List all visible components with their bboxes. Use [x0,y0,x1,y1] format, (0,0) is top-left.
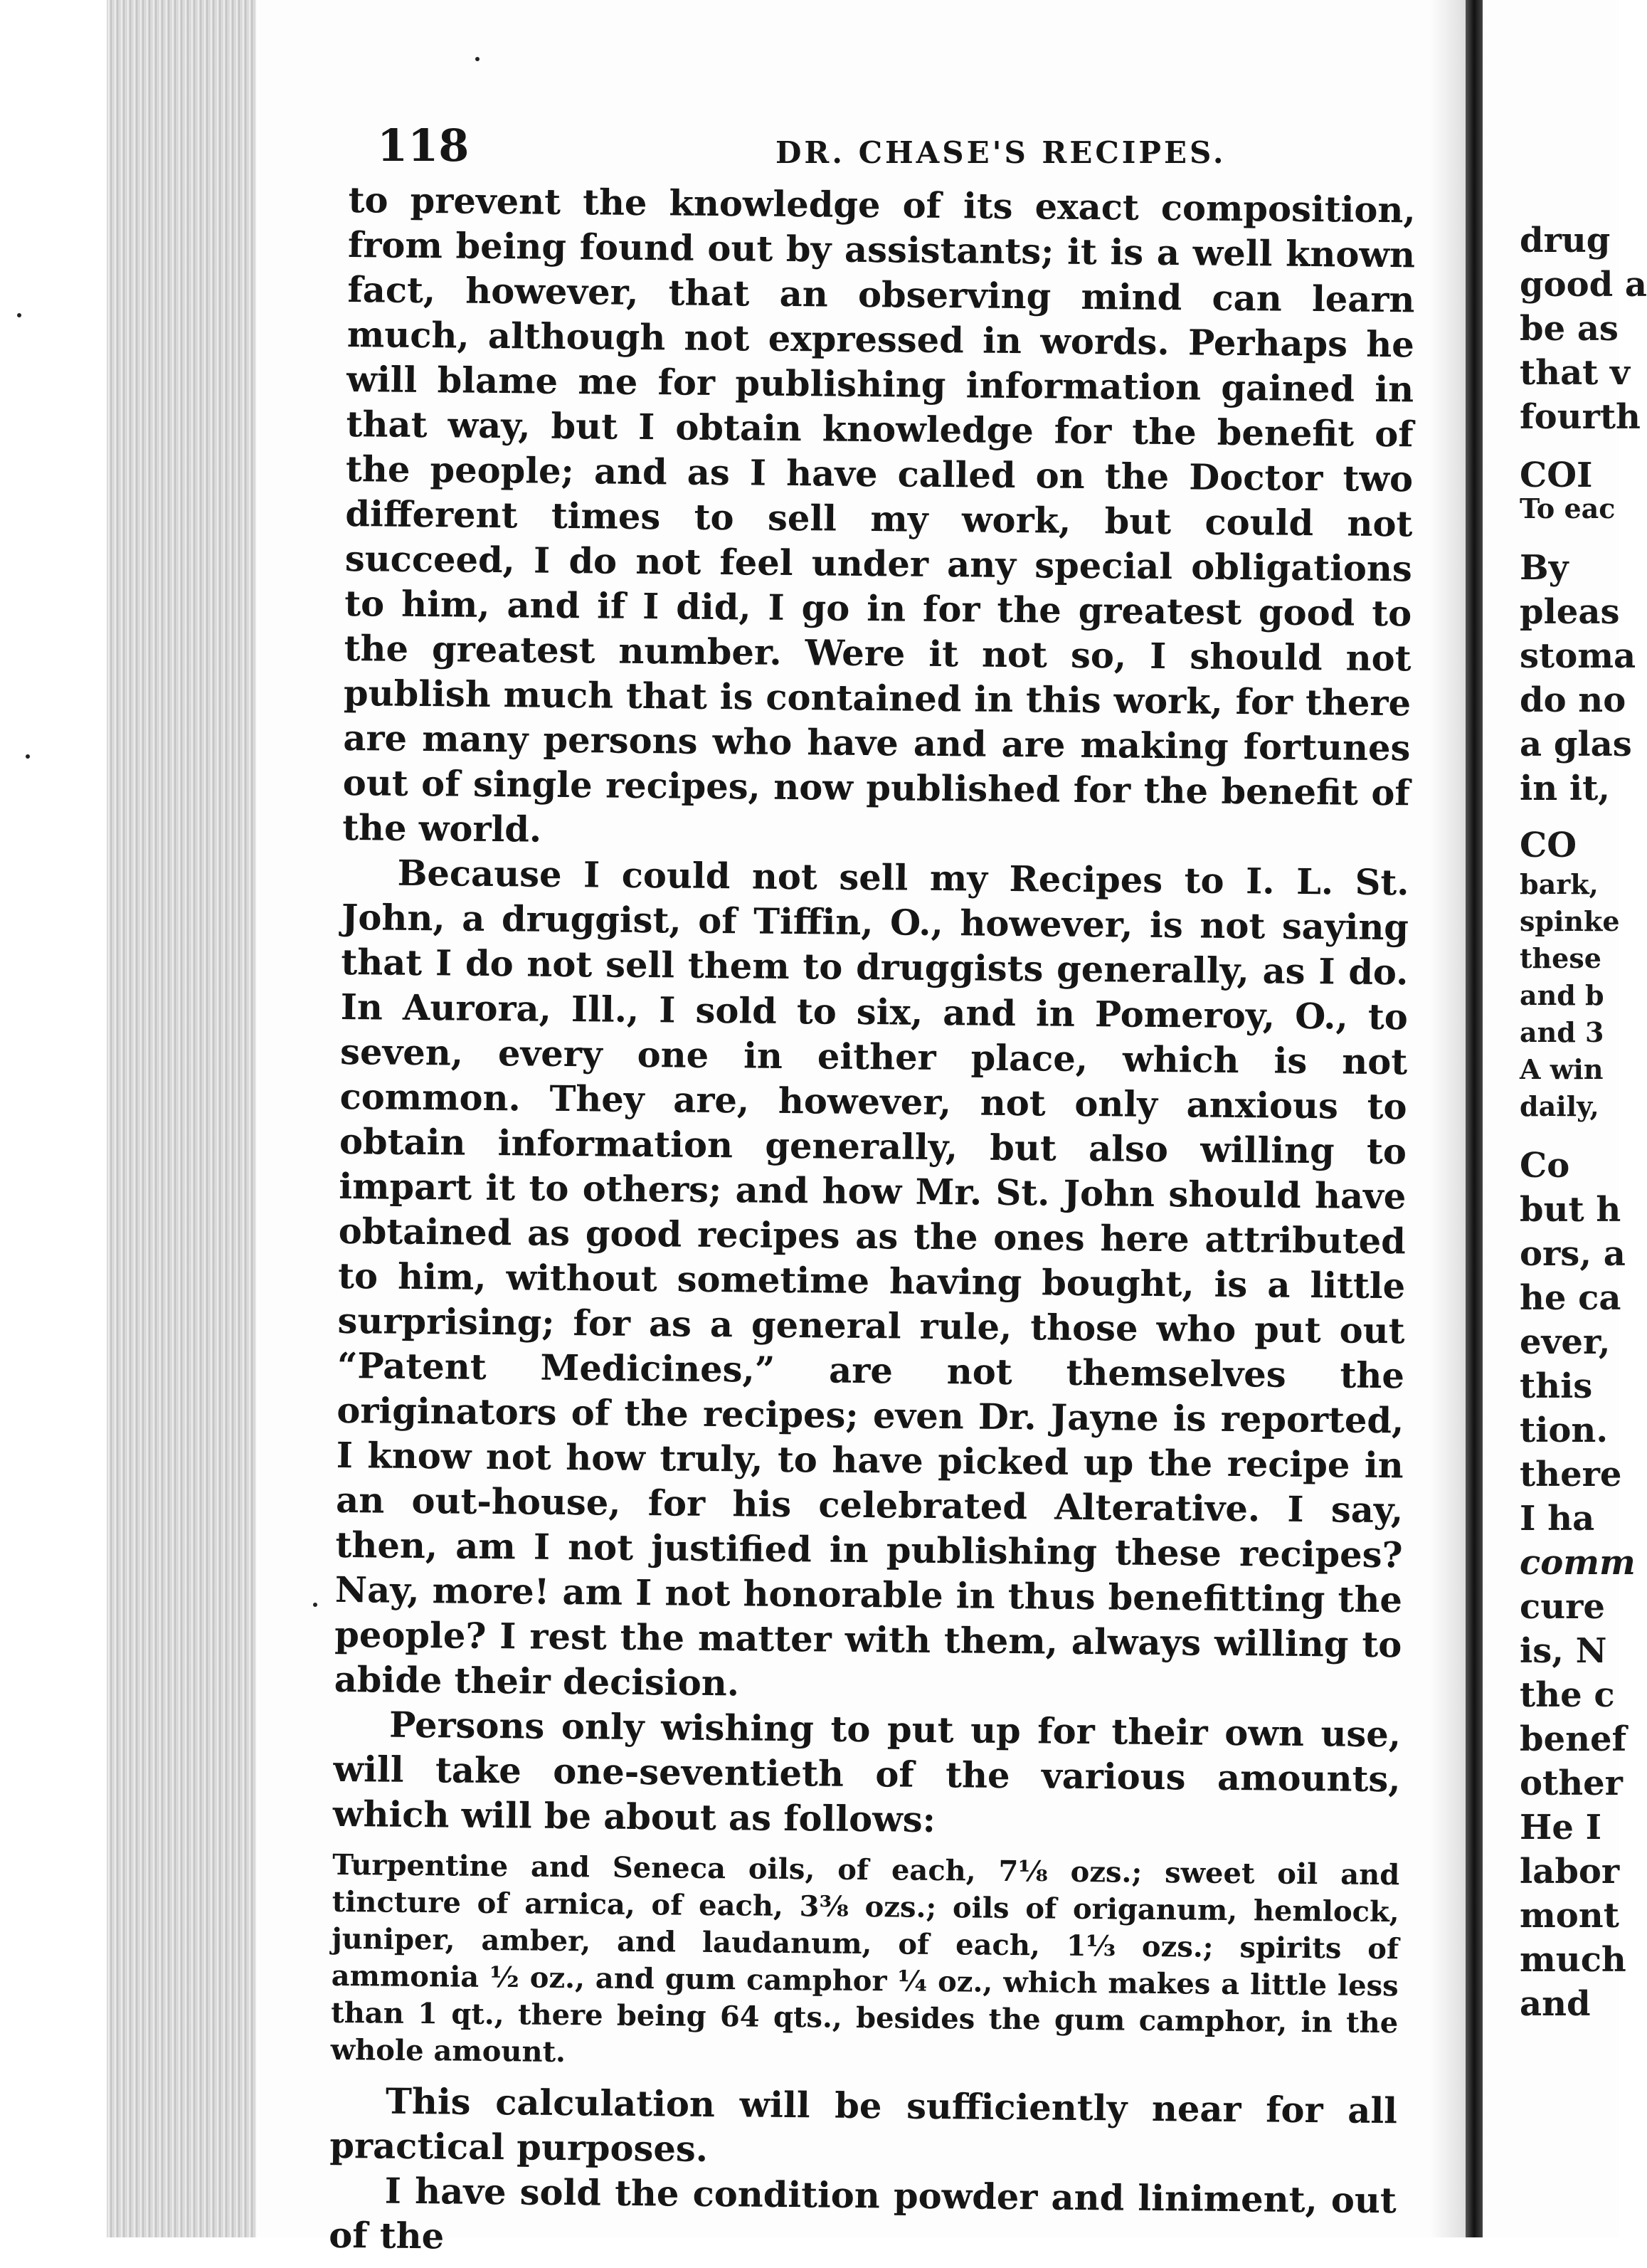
right-text-fragment: a glas [1520,724,1632,764]
right-text-fragment: there [1520,1455,1622,1494]
right-text-fragment: COI [1520,455,1593,495]
right-text-fragment: tion. [1520,1410,1609,1450]
right-text-fragment: these [1520,942,1601,974]
right-text-fragment: I ha [1520,1499,1595,1539]
right-text-fragment: be as [1520,309,1619,349]
paragraph: Persons only wishing to put up for their own use, will take one-seventieth of the various amounts, which will be about as follows: [332,1704,1402,1841]
right-text-fragment: that v [1520,353,1630,393]
right-text-fragment: in it, [1520,769,1610,808]
right-text-fragment: this [1520,1366,1593,1406]
right-text-fragment: the c [1520,1675,1615,1715]
right-text-fragment: labor [1520,1852,1620,1892]
right-text-fragment: By [1520,548,1569,588]
right-text-fragment: cure [1520,1587,1605,1627]
body-text [329,178,1416,2268]
right-text-fragment: To eac [1520,492,1616,524]
right-text-fragment: stoma [1520,636,1636,676]
right-text-fragment: fourth [1520,397,1641,437]
paragraph: I have sold the condition powder and liniment, out of the [328,2170,1397,2257]
right-text-fragment: drug [1520,221,1611,260]
right-text-fragment: spinke [1520,905,1620,937]
page-edges [107,0,256,2237]
right-text-fragment: daily, [1520,1090,1599,1122]
right-text-fragment: much [1520,1940,1626,1980]
running-head [377,107,1430,185]
right-text-fragment: He I [1520,1808,1602,1847]
left-margin [0,0,107,2237]
right-text-fragment: other [1520,1763,1623,1803]
book-gutter [1466,0,1483,2237]
right-text-fragment: bark, [1520,868,1599,900]
right-text-fragment: ors, a [1520,1234,1626,1274]
paragraph: to prevent the knowledge of its exact composition, from being found out by assistants; it is a well known fact, however, that an observing mind can learn much, although not expressed in words. Perhaps he will blame me for publishing information gained in that way, but I obtain knowledge for the benefit of the people; and as I have called on the Doctor two different times to sell my work, but could not succeed, I do not feel under any special obligations to him, and if I did, I go in for the greatest good to the greatest number. Were it not so, I should not publish much that is contained in this work, for there are many persons who have and are making fortunes out of single recipes, now published for the benefit of the world. [341,179,1416,850]
right-text-fragment: Co [1520,1146,1570,1186]
right-text-fragment: ever, [1520,1322,1611,1362]
page-header-title: DR. CHASE'S RECIPES. [775,135,1227,170]
right-text-fragment: he ca [1520,1278,1621,1318]
right-text-fragment: good a [1520,265,1647,305]
paragraph-small-print: Turpentine and Seneca oils, of each, 7⅛ ozs.; sweet oil and tincture of arnica, of each, 3⅜ ozs.; oils of origanum, hemlock, juniper, amber, and laudanum, of each, 1⅓ ozs.; spirits of ammonia ½ oz., and gum camphor ¼ oz., which makes a little less than 1 qt., there being 64 qts., besides the gum camphor, in the whole amount. [330,1847,1400,2069]
right-text-fragment: is, N [1520,1631,1607,1671]
right-text-fragment: but h [1520,1190,1621,1230]
right-text-fragment: and 3 [1520,1016,1604,1048]
right-text-fragment: pleas [1520,592,1620,632]
right-page-fragment [1488,178,1647,2099]
right-text-fragment: benef [1520,1719,1627,1759]
right-text-fragment: do no [1520,680,1626,720]
right-text-fragment: and b [1520,979,1604,1011]
right-text-fragment: and [1520,1984,1591,2024]
right-text-fragment: comm [1520,1543,1636,1583]
page-number: 118 [377,120,470,172]
left-page [299,93,1437,2257]
paragraph: Because I could not sell my Recipes to I. L. St. John, a druggist, of Tiffin, O., however, is not saying that I do not sell them to druggists generally, as I do. In Aurora, Ill., I sold to six, and in Pomeroy, O., to seven, every one in either place, which is not common. They are, however, not only anxious to obtain information generally, but also willing to impart it to others; and how Mr. St. John should have obtained as good recipes as the ones here attributed to him, without sometime having bought, is a little surprising; for as a general rule, those who put out “Patent Medicines,” are not themselves the originators of the recipes; even Dr. Jayne is reported, I know not how truly, to have picked up the recipe in an out-house, for his celebrated Alterative. I say, then, am I not justified in publishing these recipes? Nay, more! am I not honorable in thus benefitting the people? I rest the matter with them, always willing to abide their decision. [334,852,1409,1704]
right-text-fragment: mont [1520,1896,1619,1936]
right-text-fragment: A win [1520,1053,1604,1085]
right-text-fragment: CO [1520,826,1577,865]
paragraph: This calculation will be sufficiently near for all practical purposes. [329,2080,1398,2170]
